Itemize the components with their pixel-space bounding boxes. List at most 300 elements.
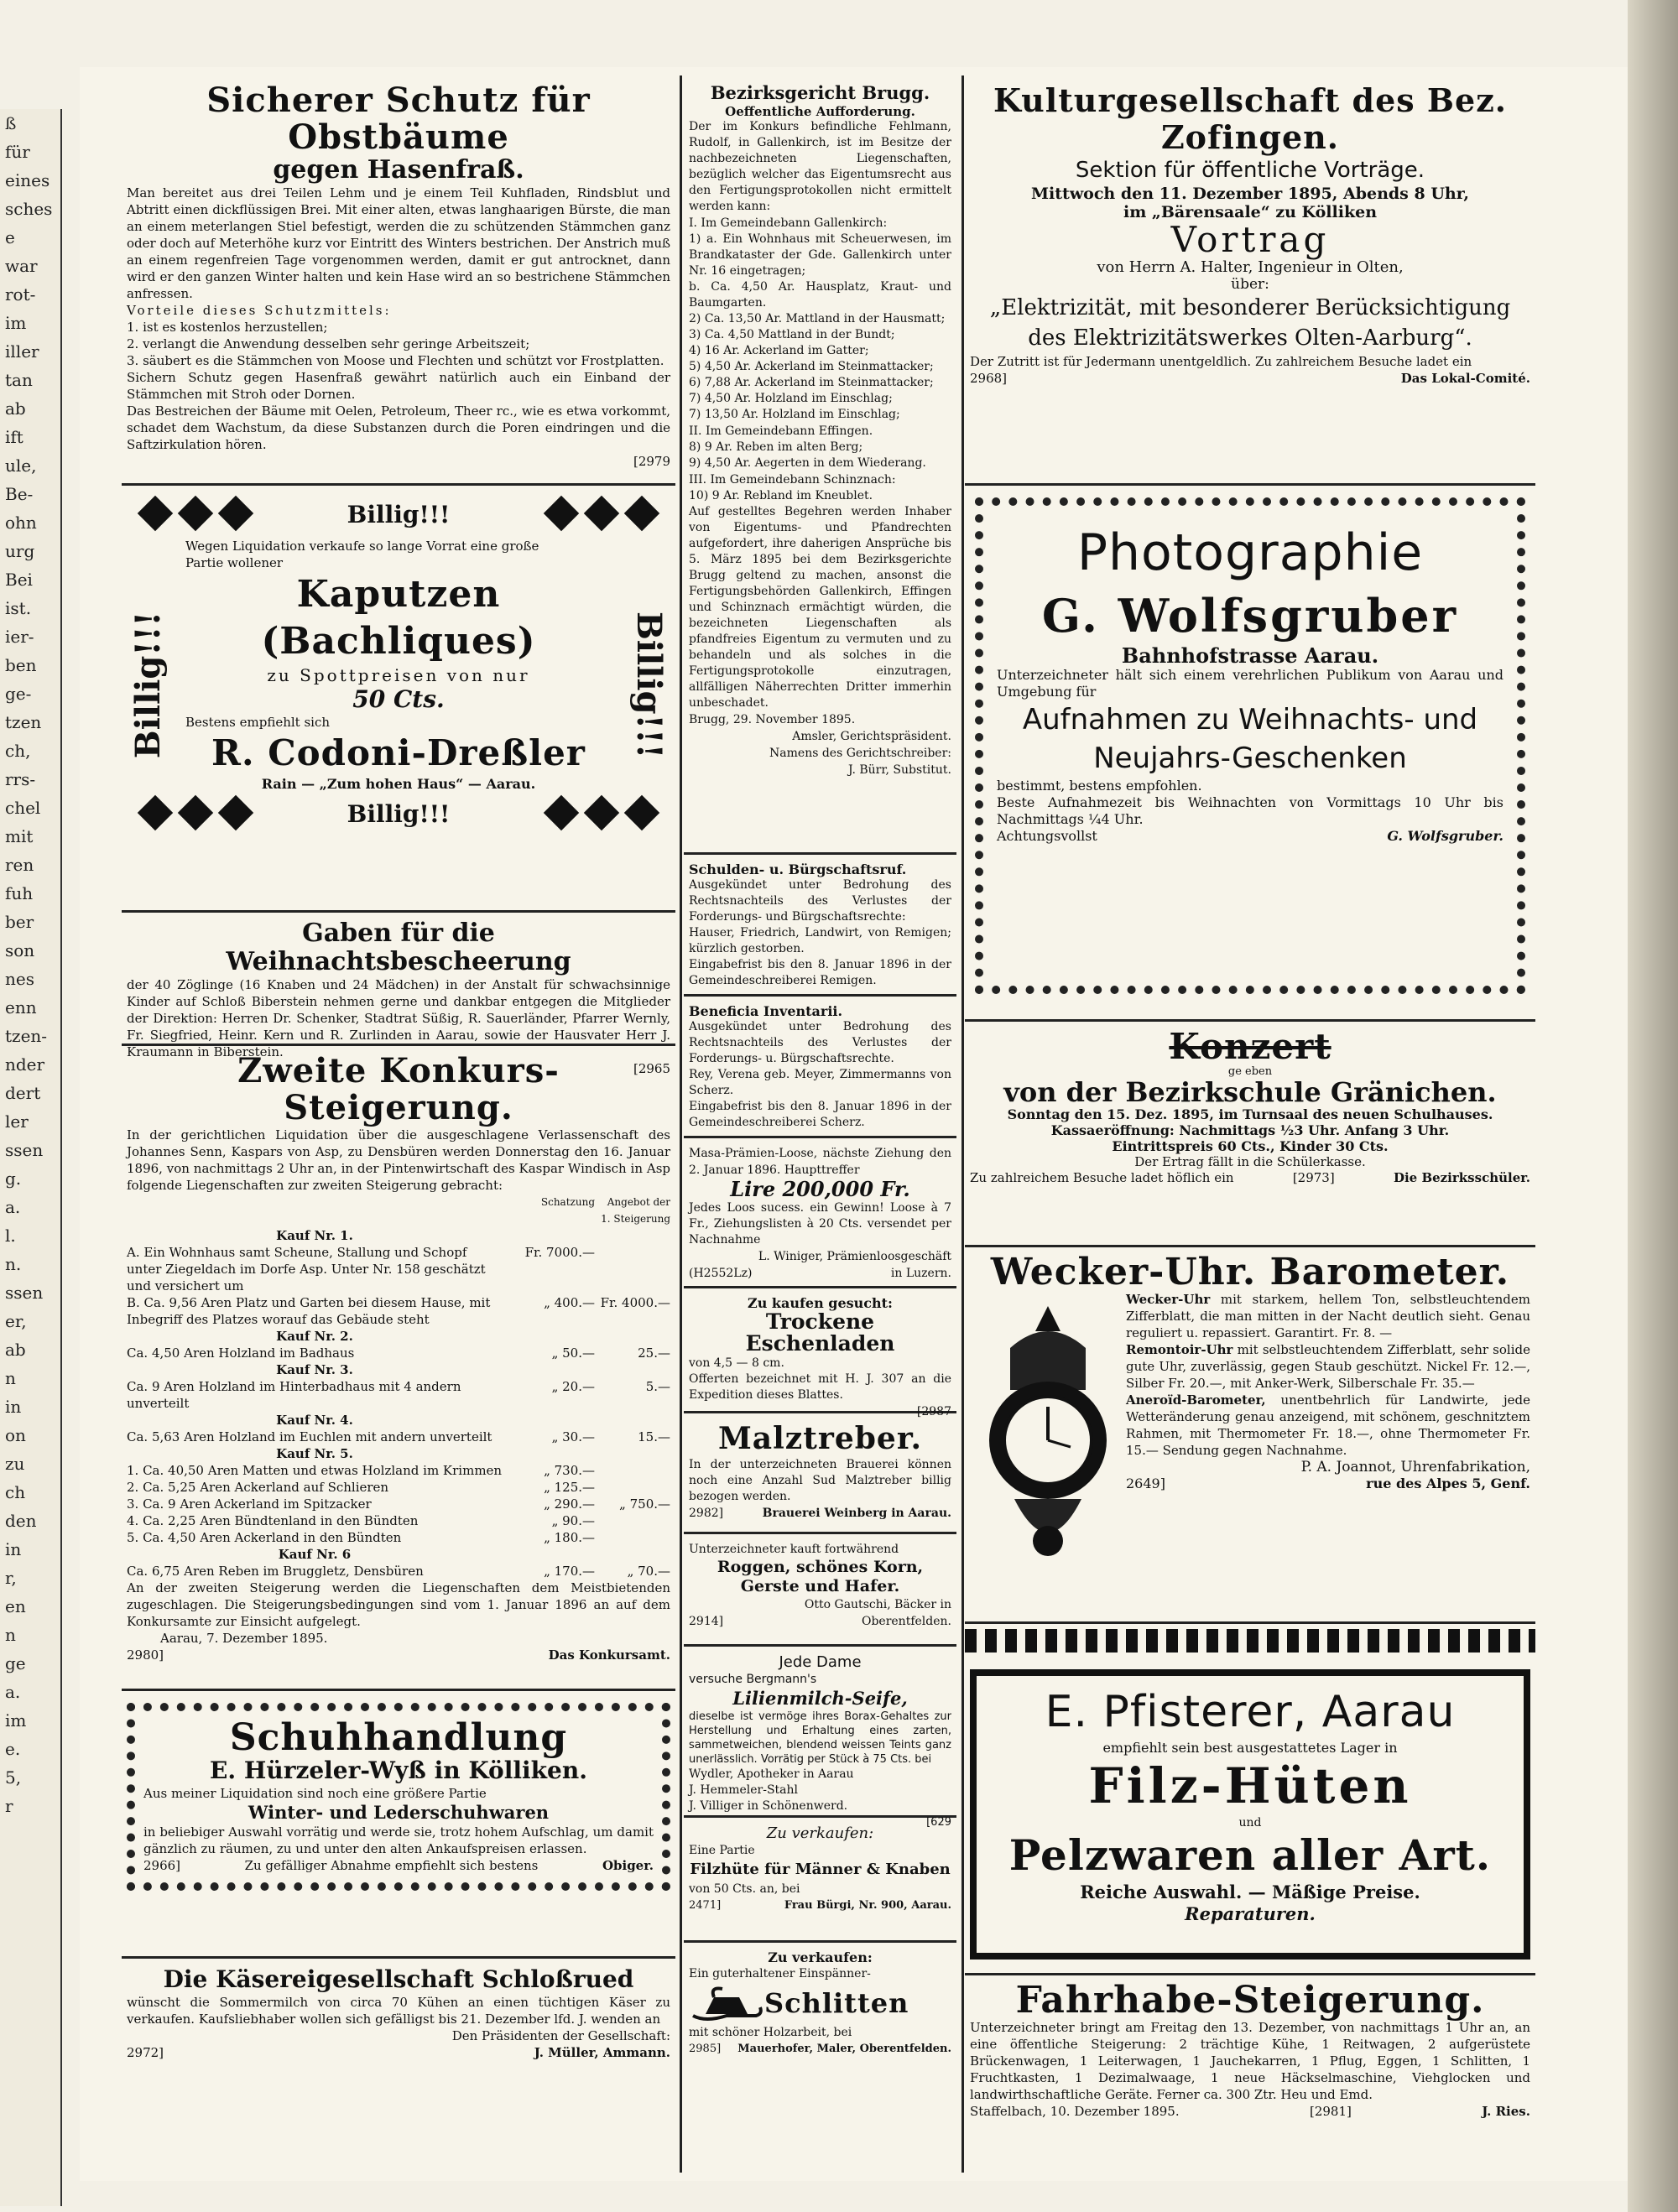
lot-row [127,1378,670,1412]
address: Bahnhofstrasse Aarau. [1121,643,1379,668]
list-item: 10) 9 Ar. Rebland im Kneublet. [689,489,873,502]
ad-line: versuche Bergmann's [689,1673,817,1686]
ad-title: Malztreber. [717,1421,923,1456]
paragraph-text: unentbehrlich für Landwirte, jede Wetteränderung genau anzeigend, mit schönem, geschnitztem Rahmen, mit Thermometer Fr. 18.—, ohne Thermometer Fr. 15.— Sendung gegen Nachnahme. [1126,1392,1530,1458]
signature: Frau Bürgi, Nr. 900, Aarau. [784,1899,951,1912]
ad-text: In der gerichtlichen Liquidation über die ausgeschlagene Verlassenschaft des Johannes Senn, Kaspars von Asp, zu Densbüren werden Donnerstag den 16. Januar 1896, von nachmittags 2 Uhr an, in der Pintenwirtschaft des Kaspar Windisch in Asp folgende Liegenschaften zur zweiten Steigerung gebracht: [127,1127,670,1193]
lot-row [127,1462,670,1479]
ad-footer [970,1169,1530,1186]
address: rue des Alpes 5, Genf. [1366,1476,1530,1491]
lot-description: A. Ein Wohnhaus samt Scheune, Stallung und Schopf unter Ziegeldach im Dorfe Asp. Unter Nr. 158 geschätzt und versichert um [127,1245,486,1293]
ad-footer [970,370,1530,387]
item-list [689,440,951,471]
list-item: 3. säubert es die Stämmchen von Moose und Flechten und schützt vor Frostplatten. [127,353,664,368]
strip-fragment: ohn [5,513,37,533]
signature: Namens des Gerichtschreiber: [769,747,951,760]
ad-text: Man bereitet aus drei Teilen Lehm und je einem Teil Kuhfladen, Rindsblut und Abtritt einen dickflüssigen Brei. Mit einer alten, etwas langhaarigen Bürste, die man an einem meterlangen Stiel befestigt, werden die zu schützenden Stämmchen ganz oder doch auf Meterhöhe kurz vor Eintritt des Winters bestrichen. Der Anstrich muß an einem regenfreien Tage vorgenommen werden, damit er gut antrocknet, dann wird er den ganzen Winter halten und kein Hase wird an so bestrichene Stämmchen anfressen. [127,185,670,301]
lot-row [127,1429,670,1445]
lot-angebot: 25.— [638,1345,670,1361]
ad-subtitle: gegen Hasenfraß. [273,155,524,185]
ad-title: Beneficia Inventarii. [689,1003,843,1019]
shop-name: E. Hürzeler-Wyß in Kölliken. [210,1757,587,1784]
lot-schatzung [503,1412,595,1429]
strip-fragment: war [5,256,38,276]
ad-konkurs [122,1046,675,1691]
diamond-ornament [218,496,253,531]
previous-page-strip [0,109,62,2206]
strip-fragment: ssen [5,1140,44,1160]
strip-fragment: im [5,313,27,333]
lot-row [127,1294,670,1328]
offer-line-2: Neujahrs-Geschenken [1093,742,1407,775]
ad-pfisterer [965,1658,1535,1975]
lot-row [127,1328,670,1345]
lot-schatzung [503,1227,595,1244]
ad-title: Photographie [1076,523,1424,582]
ref-number: 2914] [689,1615,724,1628]
signature: J. Bürr, Substitut. [847,763,951,777]
seller-address: Rain — „Zum hohen Haus“ — Aarau. [261,776,536,792]
lot-row [127,1529,670,1546]
diamond-ornament [584,496,619,531]
lot-angebot [595,1412,670,1429]
list-item: J. Villiger in Schönenwerd. [689,1799,848,1813]
strip-fragment: ler [5,1111,29,1132]
strip-fragment: sches [5,199,53,219]
paragraph-heading: Remontoir-Uhr [1126,1342,1233,1357]
strip-fragment: eines [5,170,50,190]
strip-fragment: ift [5,427,23,447]
lot-angebot [595,1512,670,1529]
strip-fragment: in [5,1539,22,1559]
lot-row [127,1479,670,1496]
billig-bottom: Billig!!! [347,800,451,828]
ref-number: 2980] [127,1647,164,1663]
ad-date: Mittwoch den 11. Dezember 1895, Abends 8 Uhr, [1031,185,1469,203]
diamond-ornament [584,795,619,830]
billig-side-left: Billig!!! [128,612,168,759]
lot-row [127,1512,670,1529]
ad-line: Den Präsidenten der Gesellschaft: [451,2028,670,2043]
ad-schulden [684,855,956,997]
ad-text: Der Zutritt ist für Jedermann unentgeldlich. Zu zahlreichem Besuche ladet ein [970,354,1472,369]
ad-title: Gaben für die Weihnachtsbescheerung [226,919,571,976]
lot-description: 4. Ca. 2,25 Aren Bündtenland in den Bündten [127,1513,419,1528]
ad-text: mit schöner Holzarbeit, bei [689,2026,852,2039]
lot-schatzung: „ 170.— [544,1564,595,1579]
lot-description: 3. Ca. 9 Aren Ackerland im Spitzacker [127,1496,372,1512]
lot-description: 1. Ca. 40,50 Aren Matten und etwas Holzland im Krimmen [127,1463,503,1478]
lot-schatzung: „ 125.— [544,1480,595,1495]
ad-date: Aarau, 7. Dezember 1895. [160,1631,328,1646]
strip-fragment: er, [5,1311,27,1331]
strip-fragment: nes [5,969,34,989]
list-item: 2) Ca. 13,50 Ar. Mattland in der Hausmatt; [689,312,946,325]
strip-fragment: g. [5,1168,22,1189]
list-item: 8) 9 Ar. Reben im alten Berg; [689,440,863,454]
ad-text: Der im Konkurs befindliche Fehlmann, Rudolf, in Gallenkirch, ist im Besitze der nachbezeichneten Liegenschaften, bezüglich welcher das Eigentumsrecht aus den Fertigungsprotokollen nicht ermittelt werden kann: [689,120,951,213]
strip-fragment: in [5,1397,22,1417]
list-item: 1) a. Ein Wohnhaus mit Scheuerwesen, im Brandkataster der Gde. Gallenkirch unter Nr. 16 eingetragen; [689,232,951,278]
ad-masa [684,1138,956,1288]
ad-text: Jedes Loos sucess. ein Gewinn! Loose à 7 Fr., Ziehungslisten à 20 Cts. versendet per Nachnahme [689,1201,951,1247]
lot-angebot [595,1546,670,1563]
lot-angebot [595,1227,670,1244]
ref-number: 2972] [127,2045,164,2060]
ad-footer [970,2103,1530,2120]
strip-fragment: ist. [5,598,32,618]
ad-title: Schuhhandlung [229,1716,568,1759]
speaker: von Herrn A. Halter, Ingenieur in Olten, [1097,258,1404,276]
signature: Amsler, Gerichtspräsident. [792,730,951,743]
ad-title: Masa-Prämien-Loose, nächste Ziehung den 2. Januar 1896. Haupttreffer [689,1147,951,1177]
ad-text: Eingabefrist bis den 8. Januar 1896 in der Gemeindeschreiberei Scherz. [689,1100,951,1129]
strip-fragment: zu [5,1454,25,1474]
ad-text: bestimmt, bestens empfohlen. [997,778,1202,794]
signature: L. Winiger, Prämienloosgeschäft [758,1250,951,1263]
lot-angebot [595,1328,670,1345]
lot-schatzung: „ 90.— [551,1513,595,1528]
strip-fragment: l. [5,1226,16,1246]
opening: Kassaeröffnung: Nachmittags ½3 Uhr. Anfang 3 Uhr. [1050,1122,1450,1138]
lot-schatzung: „ 50.— [551,1345,595,1361]
lot-angebot: „ 750.— [619,1496,670,1512]
page-edge-shadow [1628,0,1678,2212]
lot-schatzung [503,1546,595,1563]
ad-line: Reparaturen. [1185,1903,1316,1924]
greeting: Achtungsvollst [997,828,1097,844]
ad-footer [127,2044,670,2061]
lot-schatzung: „ 180.— [544,1530,595,1545]
paragraph-text: mit selbstleuchtendem Zifferblatt, sehr solide gute Uhr, zuverlässig, gegen Staub geschützt. Nickel Fr. 12.—, Silber Fr. 20.—, mit Anker-Werk, Silberschale Fr. 35.— [1126,1342,1530,1391]
diamond-ornament [624,795,659,830]
topic: „Elektrizität, mit besonderer Berücksichtigung des Elektrizitätswerkes Olten-Aarburg“. [989,295,1511,351]
lot-description: Ca. 5,63 Aren Holzland im Euchlen mit andern unverteilt [127,1429,492,1444]
diamond-row-top [127,492,670,538]
signature: G. Wolfsgruber. [1387,828,1503,844]
price: von 50 Cts. an, bei [689,1882,800,1896]
strip-fragment: fuh [5,883,34,903]
wall-clock-icon [977,1298,1119,1574]
note: Der Ertrag fällt in die Schülerkasse. [1134,1154,1366,1169]
product: Filz-Hüten [1088,1757,1412,1814]
lot-schatzung: „ 20.— [551,1379,595,1394]
ad-line: empfiehlt sein best ausgestattetes Lager in [1102,1740,1398,1756]
lot-angebot: „ 70.— [627,1564,670,1579]
ad-text: dieselbe ist vermöge ihres Borax-Gehaltes zur Herstellung und Erhaltung eines zarten, sammetweichen, blendend weissen Teints ganz unerlässlich. Vorrätig per Stück à 75 Cts. bei [689,1710,951,1766]
paragraph-text: mit starkem, hellem Ton, selbstleuchtendem Zifferblatt, die man mitten in der Nacht deutlich sieht. Genau reguliert u. repassiert. Garantirt. Fr. 8. — [1126,1292,1530,1340]
lot-description: B. Ca. 9,56 Aren Platz und Garten bei diesem Hause, mit Inbegriff des Platzes worauf das Gebäude steht [127,1295,491,1327]
lot-description: 5. Ca. 4,50 Aren Ackerland in den Bündten [127,1530,402,1545]
ad-text: In der unterzeichneten Brauerei können noch eine Anzahl Sud Malztreber billig bezogen werden. [689,1458,951,1503]
ad-footer [689,1265,951,1282]
ad-title: Zu kaufen gesucht: [748,1295,893,1311]
ad-date: Staffelbach, 10. Dezember 1895. [970,2104,1180,2119]
lot-row [127,1345,670,1361]
lot-description: Kauf Nr. 6 [278,1547,352,1562]
ornamental-frame [975,497,1525,994]
ad-footer [1126,1476,1530,1492]
lot-description: Kauf Nr. 4. [276,1413,353,1428]
strip-fragment: dert [5,1083,41,1103]
lot-description: Kauf Nr. 5. [276,1446,353,1461]
ad-title: Schulden- u. Bürgschaftsruf. [689,861,907,877]
list-item: b. Ca. 4,50 Ar. Hausplatz, Kraut- und Baumgarten. [689,280,951,310]
col-schatzung: Schatzung [540,1196,595,1208]
sled-icon [689,1982,764,2024]
strip-fragment: n. [5,1254,22,1274]
ad-place: im „Bärensaale“ zu Kölliken [1123,203,1378,221]
lot-angebot [595,1462,670,1479]
column-middle [684,75,956,2064]
lot-angebot: 15.— [638,1429,670,1444]
ad-line: Ein guterhaltener Einspänner- [689,1967,871,1980]
section-heading: I. Im Gemeindebann Gallenkirch: [689,216,888,230]
ad-subtitle: Sektion für öffentliche Vorträge. [1075,158,1425,183]
ad-title: Bezirksgericht Brugg. [710,82,930,103]
section-heading: III. Im Gemeindebann Schinznach: [689,473,896,487]
signature: Otto Gautschi, Bäcker in [804,1598,951,1611]
ref-number: [2973] [1292,1170,1335,1185]
strip-fragment: iller [5,341,39,362]
lot-description: Kauf Nr. 1. [276,1228,353,1243]
ad-footer [689,1897,951,1914]
strip-fragment: für [5,142,30,162]
strip-fragment: ier- [5,627,34,647]
diamond-ornament [138,496,173,531]
strip-fragment: tzen [5,712,42,732]
ad-konzert [965,1022,1535,1247]
ad-text: Ausgekündet unter Bedrohung des Rechtsnachteils des Verlustes der Forderungs- und Bürgschaftsrechte: [689,878,951,924]
list-item: 7) 13,50 Ar. Holzland im Einschlag; [689,408,900,421]
strip-fragment: ab [5,1340,26,1360]
ref-number: 2649] [1126,1476,1165,1491]
lot-angebot [595,1529,670,1546]
list-item: Wydler, Apotheker in Aarau [689,1767,854,1781]
strip-fragment: Bei [5,570,33,590]
ad-fahrhabe [965,1975,1535,2126]
ad-filzhuete-small [684,1818,956,1943]
paragraph-heading: Wecker-Uhr [1126,1292,1211,1307]
ref-number: [2979 [633,454,670,469]
strip-fragment: tan [5,370,33,390]
lot-schatzung: „ 30.— [551,1429,595,1444]
lot-row [127,1546,670,1563]
ref-number: [2981] [1309,2104,1352,2119]
ad-kultur [965,75,1535,486]
invite: Zu zahlreichem Besuche ladet höflich ein [970,1170,1234,1185]
ad-text: An der zweiten Steigerung werden die Liegenschaften dem Meistbietenden zugeschlagen. Die Steigerungsbedingungen sind vom 1. Januar 1896 an auf dem Konkursamte zur Einsicht aufgelegt. [127,1580,670,1629]
strip-fragment: ssen [5,1283,44,1303]
ad-line: Reiche Auswahl. — Mäßige Preise. [1080,1882,1420,1902]
signature: J. Müller, Ammann. [534,2045,670,2060]
ad-bezirksgericht [684,75,956,855]
strip-fragment: e [5,227,15,247]
lot-angebot [595,1244,670,1294]
column-left [122,75,675,2068]
lot-angebot: Fr. 4000.— [600,1295,670,1310]
recommend: Bestens empfiehlt sich [185,715,331,730]
ref-number: 2985] [689,2043,722,2055]
strip-fragment: r, [5,1568,17,1588]
item-list [689,488,951,504]
vortrag: Vortrag [1170,219,1330,260]
strip-fragment: r [5,1796,13,1816]
ref-number: 2471] [689,1899,722,1912]
given: ge eben [1227,1065,1273,1078]
lot-angebot [595,1361,670,1378]
list-item: 5) 4,50 Ar. Ackerland im Steinmattacker; [689,360,934,373]
strip-fragment: ge [5,1653,26,1673]
product-name: Kaputzen (Bachliques) [261,573,536,663]
lot-schatzung [503,1445,595,1462]
signature: Mauerhofer, Maler, Oberentfelden. [737,2043,951,2055]
lot-description: Kauf Nr. 2. [276,1329,353,1344]
product: Schlitten [764,1987,909,2019]
diamond-ornament [178,795,213,830]
strip-fragment: on [5,1425,26,1445]
ad-text: der 40 Zöglinge (16 Knaben und 24 Mädchen) in der Anstalt für schwachsinnige Kinder auf Schloß Biberstein nehmen gerne und dankbar entgegen die Mitglieder der Direktion: Herren Dr. Schenker, Stadtrat Süßig, R. Sauerländer, Pfarrer Wernly, Fr. Siegfried, Heinr. Kern und R. Zurlinden in Aarau, sowie der Hausvater Herr J. Kraumann in Biberstein. [127,977,670,1059]
ad-text: Unterzeichneter hält sich einem verehrlichen Publikum von Aarau und Umgebung für [997,667,1503,700]
ad-wecker [965,1247,1535,1624]
ad-title: Zu verkaufen: [768,1949,873,1965]
ad-footer [143,1857,654,1874]
ad-text: wünscht die Sommermilch von circa 70 Kühen an einen tüchtigen Käser zu verkaufen. Kaufsliebhaber wollen sich gefälligst bis 21. Dezember lfd. J. wenden an [127,1995,670,2027]
ad-text: Eingabefrist bis den 8. Januar 1896 in der Gemeindeschreiberei Remigen. [689,958,951,987]
strip-fragment: ule, [5,455,37,476]
ad-title: Zweite Konkurs-Steigerung. [237,1051,560,1127]
diamond-ornament [138,795,173,830]
strip-fragment: urg [5,541,35,561]
ad-schuh [122,1691,675,1959]
strip-fragment: enn [5,997,37,1018]
signature: Brauerei Weinberg in Aarau. [762,1507,951,1520]
price: 50 Cts. [352,685,445,713]
billig-side-right: Billig!!! [629,612,669,759]
list-item: 1. ist es kostenlos herzustellen; [127,320,328,335]
ad-kaeserei [122,1959,675,2068]
ad-footer [689,2041,951,2058]
price-line: zu Spottpreisen von nur [267,665,530,685]
by: von der Bezirkschule Gränichen. [1003,1076,1497,1108]
strip-fragment: son [5,940,35,960]
place: in Luzern. [890,1267,951,1280]
lot-description: 2. Ca. 5,25 Aren Ackerland auf Schlieren [127,1480,389,1495]
ad-text: Das Bestreichen der Bäume mit Oelen, Petroleum, Theer rc., wie es etwa vorkommt, schadet dem Wachstum, da diese Substanzen durch die Poren eindringen und die Saftzirkulation hören. [127,403,670,452]
lot-angebot [595,1445,670,1462]
strip-fragment: ge- [5,684,32,704]
ref-number: [2965 [633,1061,670,1076]
ref-number: [629 [926,1816,951,1829]
lot-angebot [595,1479,670,1496]
clock-illustration [977,1298,1119,1574]
strip-fragment: ren [5,855,34,875]
strip-fragment: n [5,1625,16,1645]
list-item: 6) 7,88 Ar. Ackerland im Steinmattacker; [689,376,934,389]
ad-title: Jede Dame [779,1653,862,1671]
signature: P. A. Joannot, Uhrenfabrikation, [1300,1459,1530,1476]
strip-fragment: mit [5,826,34,846]
ad-text: Sichern Schutz gegen Hasenfraß gewährt natürlich auch ein Einband der Stämmchen mit Stroh oder Dornen. [127,370,670,402]
seller-name: R. Codoni-Dreßler [211,732,586,773]
product-2: Pelzwaren aller Art. [1008,1830,1492,1880]
goods: Winter- und Lederschuhwaren [248,1802,550,1823]
ad-date: Sonntag den 15. Dez. 1895, im Turnsaal des neuen Schulhauses. [1007,1106,1493,1122]
und: und [1238,1816,1262,1829]
diamond-ornament [624,496,659,531]
lot-schatzung: „ 290.— [544,1496,595,1512]
diamond-ornament [218,795,253,830]
product: Filzhüte für Männer & Knaben [690,1861,951,1878]
column-rule-2 [961,75,964,2173]
strip-fragment: ben [5,655,37,675]
ad-heading: Vorteile dieses Schutzmittels: [127,303,392,318]
ad-title: Wecker-Uhr. Barometer. [990,1251,1510,1293]
ref-number: 2968] [970,371,1008,386]
list-item: 4) 16 Ar. Ackerland im Gatter; [689,344,869,357]
lot-row [127,1563,670,1580]
lot-schatzung: „ 400.— [544,1295,595,1310]
ad-title: Die Käsereigesellschaft Schloßrued [163,1965,634,1993]
strip-fragment: 5, [5,1767,22,1788]
strip-fragment: Be- [5,484,34,504]
lot-row [127,1412,670,1429]
lot-row [127,1445,670,1462]
strip-fragment: en [5,1596,26,1616]
strip-fragment: den [5,1511,37,1531]
strip-fragment: ch [5,1482,26,1502]
ad-billig [122,486,675,913]
diamond-row-bottom [127,792,670,837]
list-item: 9) 4,50 Ar. Aegerten in dem Wiederang. [689,456,926,470]
ad-name: Hauser, Friedrich, Landwirt, von Remigen; kürzlich gestorben. [689,926,951,955]
ad-title: Fahrhabe-Steigerung. [1015,1979,1485,2022]
size: von 4,5 — 8 cm. [689,1356,784,1370]
ad-text: Beste Aufnahmezeit bis Weihnachten von Vormittags 10 Uhr bis Nachmittags ¼4 Uhr. [997,794,1503,827]
strip-fragment: tzen- [5,1026,48,1046]
ref-number: [2987 [916,1405,951,1418]
strip-fragment: ber [5,912,34,932]
lot-row [127,1227,670,1244]
signature: Die Bezirksschüler. [1393,1170,1530,1185]
ref-number: 2982] [689,1507,724,1520]
product: Trockene Eschenladen [745,1309,895,1356]
list-item: 7) 4,50 Ar. Holzland im Einschlag; [689,392,893,405]
paragraph-heading: Aneroïd-Barometer, [1126,1392,1266,1408]
lot-schatzung: „ 730.— [544,1463,595,1478]
diamond-ornament [544,795,579,830]
signature: Obiger. [602,1858,654,1873]
ad-line: Aus meiner Liquidation sind noch eine größere Partie [143,1786,487,1801]
strip-fragment: rrs- [5,769,36,789]
list-item: 2. verlangt die Anwendung desselben sehr geringe Arbeitszeit; [127,336,530,351]
ad-seife [684,1647,956,1829]
strip-fragment: a. [5,1197,21,1217]
ad-name: Rey, Verena geb. Meyer, Zimmermanns von Scherz. [689,1068,951,1097]
lot-schatzung [503,1328,595,1345]
ad-line: Unterzeichneter kauft fortwährend [689,1543,899,1556]
photographer-name: G. Wolfsgruber [1041,589,1459,643]
strip-fragment: rot- [5,284,36,304]
ad-line: Partie wollener [185,555,284,570]
strip-fragment: a. [5,1682,21,1702]
column-right [965,75,1535,2126]
ref-number: (H2552Lz) [689,1267,753,1280]
ad-footer [127,1647,670,1663]
strip-fragment: n [5,1368,16,1388]
ad-obstbaeume [122,75,675,486]
ad-gaben [122,913,675,1076]
